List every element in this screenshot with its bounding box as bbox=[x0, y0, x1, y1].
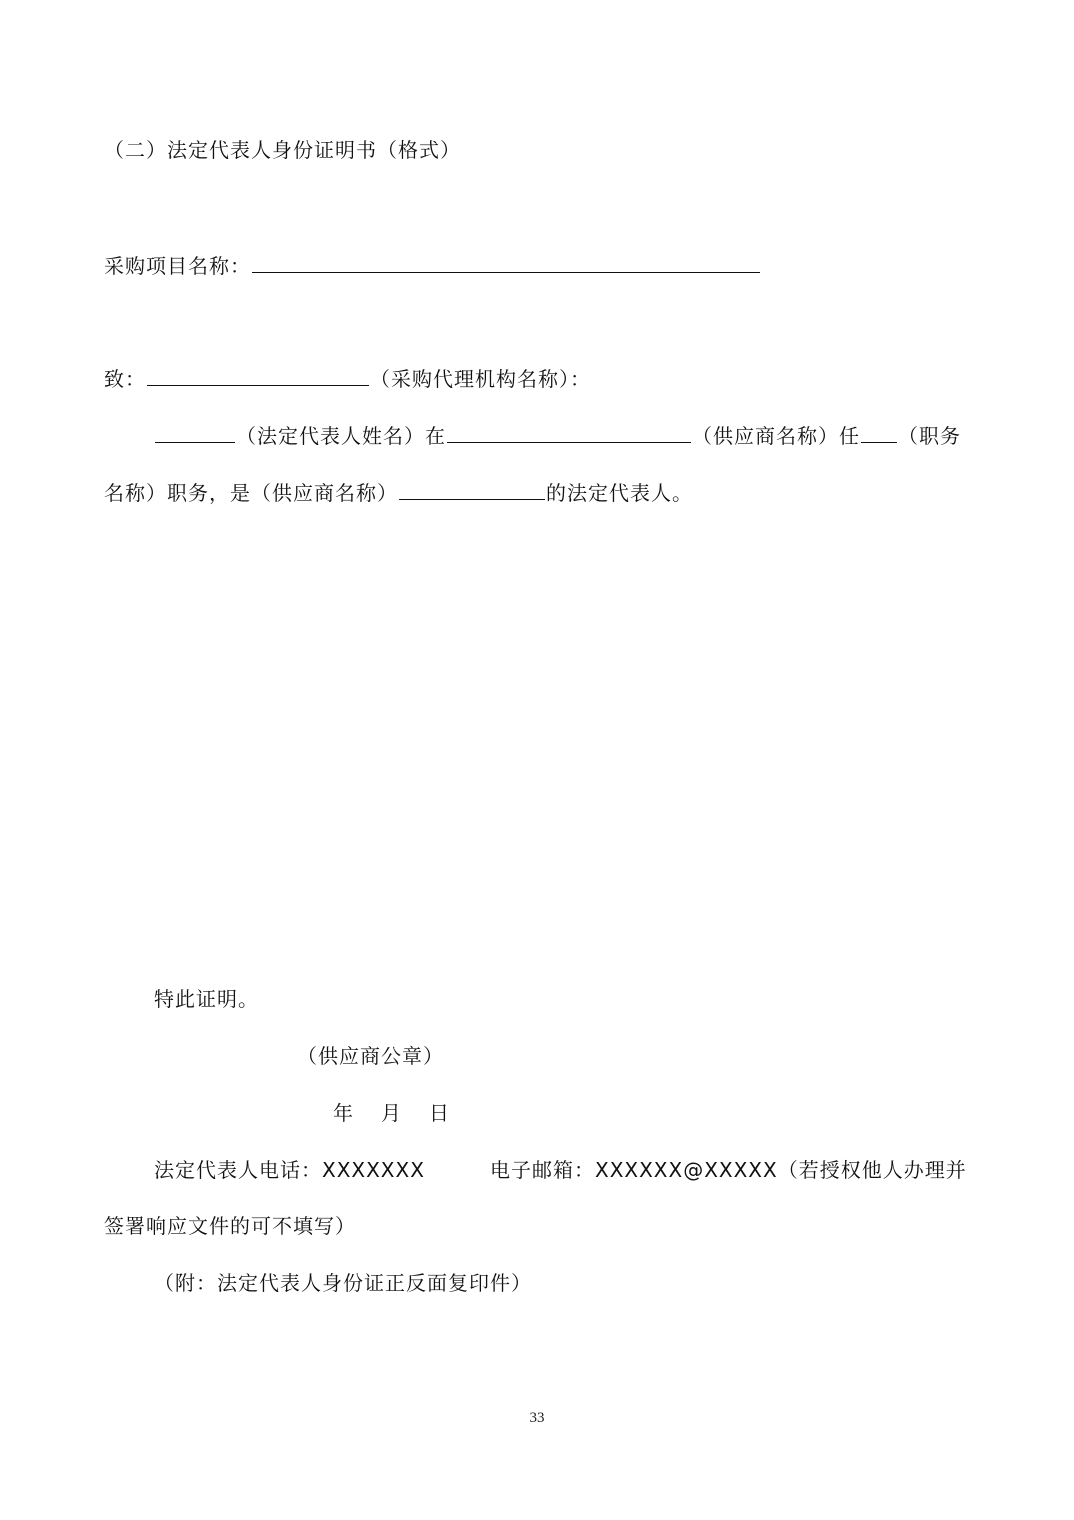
body-text-2a: 名称）职务，是（供应商名称） bbox=[104, 481, 398, 505]
page-number: 33 bbox=[529, 1410, 545, 1426]
date-year: 年 bbox=[333, 1101, 354, 1125]
recipient-line bbox=[104, 363, 591, 393]
project-name-label: 采购项目名称： bbox=[104, 254, 251, 278]
body-text-1c: （职务 bbox=[898, 424, 961, 448]
contact-line-2: 签署响应文件的可不填写） bbox=[104, 1214, 356, 1238]
agency-name-blank[interactable] bbox=[147, 363, 369, 386]
recipient-prefix: 致： bbox=[104, 367, 146, 391]
supplier-name-blank[interactable] bbox=[447, 420, 691, 443]
supplier-seal-text: （供应商公章） bbox=[297, 1044, 444, 1068]
body-line-1 bbox=[154, 420, 961, 450]
attachment-note: （附：法定代表人身份证正反面复印件） bbox=[154, 1271, 532, 1295]
body-text-1a: （法定代表人姓名）在 bbox=[236, 424, 446, 448]
contact-email-line bbox=[490, 1156, 967, 1184]
project-name-line bbox=[104, 250, 761, 280]
project-name-blank[interactable] bbox=[252, 250, 760, 273]
contact-email: 电子邮箱：XXXXXX@XXXXX（若授权他人办理并 bbox=[490, 1158, 967, 1182]
contact-phone: 法定代表人电话：XXXXXXX bbox=[154, 1158, 425, 1182]
body-line-2 bbox=[104, 477, 693, 507]
position-blank[interactable] bbox=[861, 420, 897, 443]
recipient-suffix: （采购代理机构名称）： bbox=[370, 367, 591, 391]
contact-line bbox=[154, 1156, 425, 1184]
body-text-2b: 的法定代表人。 bbox=[546, 481, 693, 505]
date-month: 月 bbox=[381, 1101, 402, 1125]
body-text-1b: （供应商名称）任 bbox=[692, 424, 860, 448]
date-day: 日 bbox=[429, 1101, 450, 1125]
date-line bbox=[333, 1099, 450, 1127]
certify-text: 特此证明。 bbox=[154, 987, 259, 1011]
representative-name-blank[interactable] bbox=[155, 420, 235, 443]
supplier-name-blank-2[interactable] bbox=[399, 477, 545, 500]
document-heading: （二）法定代表人身份证明书（格式） bbox=[104, 138, 461, 162]
